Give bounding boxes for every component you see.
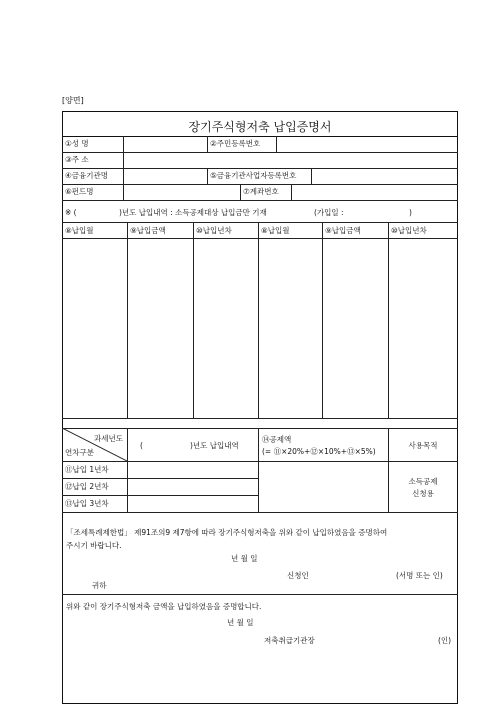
col-header-year: ⑩납입년차 <box>391 226 427 235</box>
divider <box>258 428 259 512</box>
divider <box>62 168 458 169</box>
divider <box>123 136 124 200</box>
divider <box>62 594 458 595</box>
col-header-year: ⑩납입년차 <box>196 226 232 235</box>
business-number-label: ⑤금융기관사업자등록번호 <box>210 171 297 180</box>
divider <box>62 478 258 479</box>
account-label: ⑦계좌번호 <box>243 187 279 196</box>
divider <box>127 428 128 512</box>
row-year-1: ⑪납입 1년차 <box>65 465 109 474</box>
notice-close: ) <box>409 208 412 217</box>
divider <box>62 238 458 239</box>
page-title: 장기주식형저축 납입증명서 <box>188 120 332 134</box>
applicant-label: 신청인 <box>287 571 309 580</box>
col-header-amount: ⑨납입금액 <box>325 226 361 235</box>
divider <box>62 200 458 201</box>
diag-bottom-label: 연차구분 <box>65 448 94 457</box>
divider <box>291 184 292 200</box>
diag-top-label: 과세년도 <box>94 434 123 443</box>
institution-label: ④금융기관명 <box>65 171 108 180</box>
fund-label: ⑥펀드명 <box>65 187 94 196</box>
col-header-month: ⑧납입월 <box>65 226 94 235</box>
divider <box>62 136 458 137</box>
year-label: )년도 납입내역 <box>190 441 239 450</box>
year-open: ( <box>140 441 143 450</box>
certify-date: 년 월 일 <box>227 618 254 627</box>
addressee-label: 귀하 <box>92 581 107 590</box>
divider <box>240 184 241 200</box>
deduction-formula: (= ⑪×20%+⑫×10%+⑬×5%) <box>262 447 376 456</box>
col-header-month: ⑧납입월 <box>261 226 290 235</box>
divider <box>62 418 458 419</box>
sign-label: (서명 또는 인) <box>396 571 443 580</box>
divider <box>62 461 458 462</box>
divider <box>62 184 458 185</box>
row-year-2: ⑫납입 2년차 <box>65 482 109 491</box>
divider <box>193 222 194 418</box>
notice-mark: ※ ( <box>65 208 77 217</box>
divider <box>276 136 277 152</box>
form-tag: [양면] <box>62 96 84 105</box>
divider <box>207 168 208 184</box>
request-date: 년 월 일 <box>231 554 258 563</box>
deduction-label: ⑭공제액 <box>262 435 292 444</box>
col-header-amount: ⑨납입금액 <box>130 226 166 235</box>
divider <box>62 495 258 496</box>
row-year-3: ⑬납입 3년차 <box>65 499 109 508</box>
divider <box>311 168 312 184</box>
resident-number-label: ②주민등록번호 <box>210 139 261 148</box>
divider <box>62 512 458 513</box>
issuer-label: 저축취급기관장 <box>264 636 315 645</box>
divider <box>207 136 208 152</box>
purpose-label: 사용목적 <box>408 441 438 450</box>
divider <box>127 222 128 418</box>
certify-text: 위와 같이 장기주식형저축 금액을 납입하였음을 증명합니다. <box>66 602 262 611</box>
seal-label: (인) <box>438 636 452 645</box>
divider <box>388 222 389 418</box>
request-text-line1: 「조세특례제한법」 제91조의9 제7항에 따라 장기주식형저축을 위와 같이 납입하였음을 증명하여 <box>66 528 388 537</box>
divider <box>62 152 458 153</box>
address-label: ③주 소 <box>65 155 89 164</box>
divider <box>62 222 458 223</box>
purpose-value-1: 소득공제 <box>408 477 438 486</box>
divider <box>258 222 259 418</box>
purpose-value-2: 신청용 <box>412 489 434 498</box>
notice-text: )년도 납입내역 : 소득공제대상 납입금만 기재 <box>119 208 267 217</box>
divider <box>388 428 389 512</box>
join-date-label: (가입일 : <box>314 208 344 217</box>
request-text-line2: 주시기 바랍니다. <box>66 541 122 550</box>
name-label: ①성 명 <box>65 139 89 148</box>
divider <box>322 222 323 418</box>
